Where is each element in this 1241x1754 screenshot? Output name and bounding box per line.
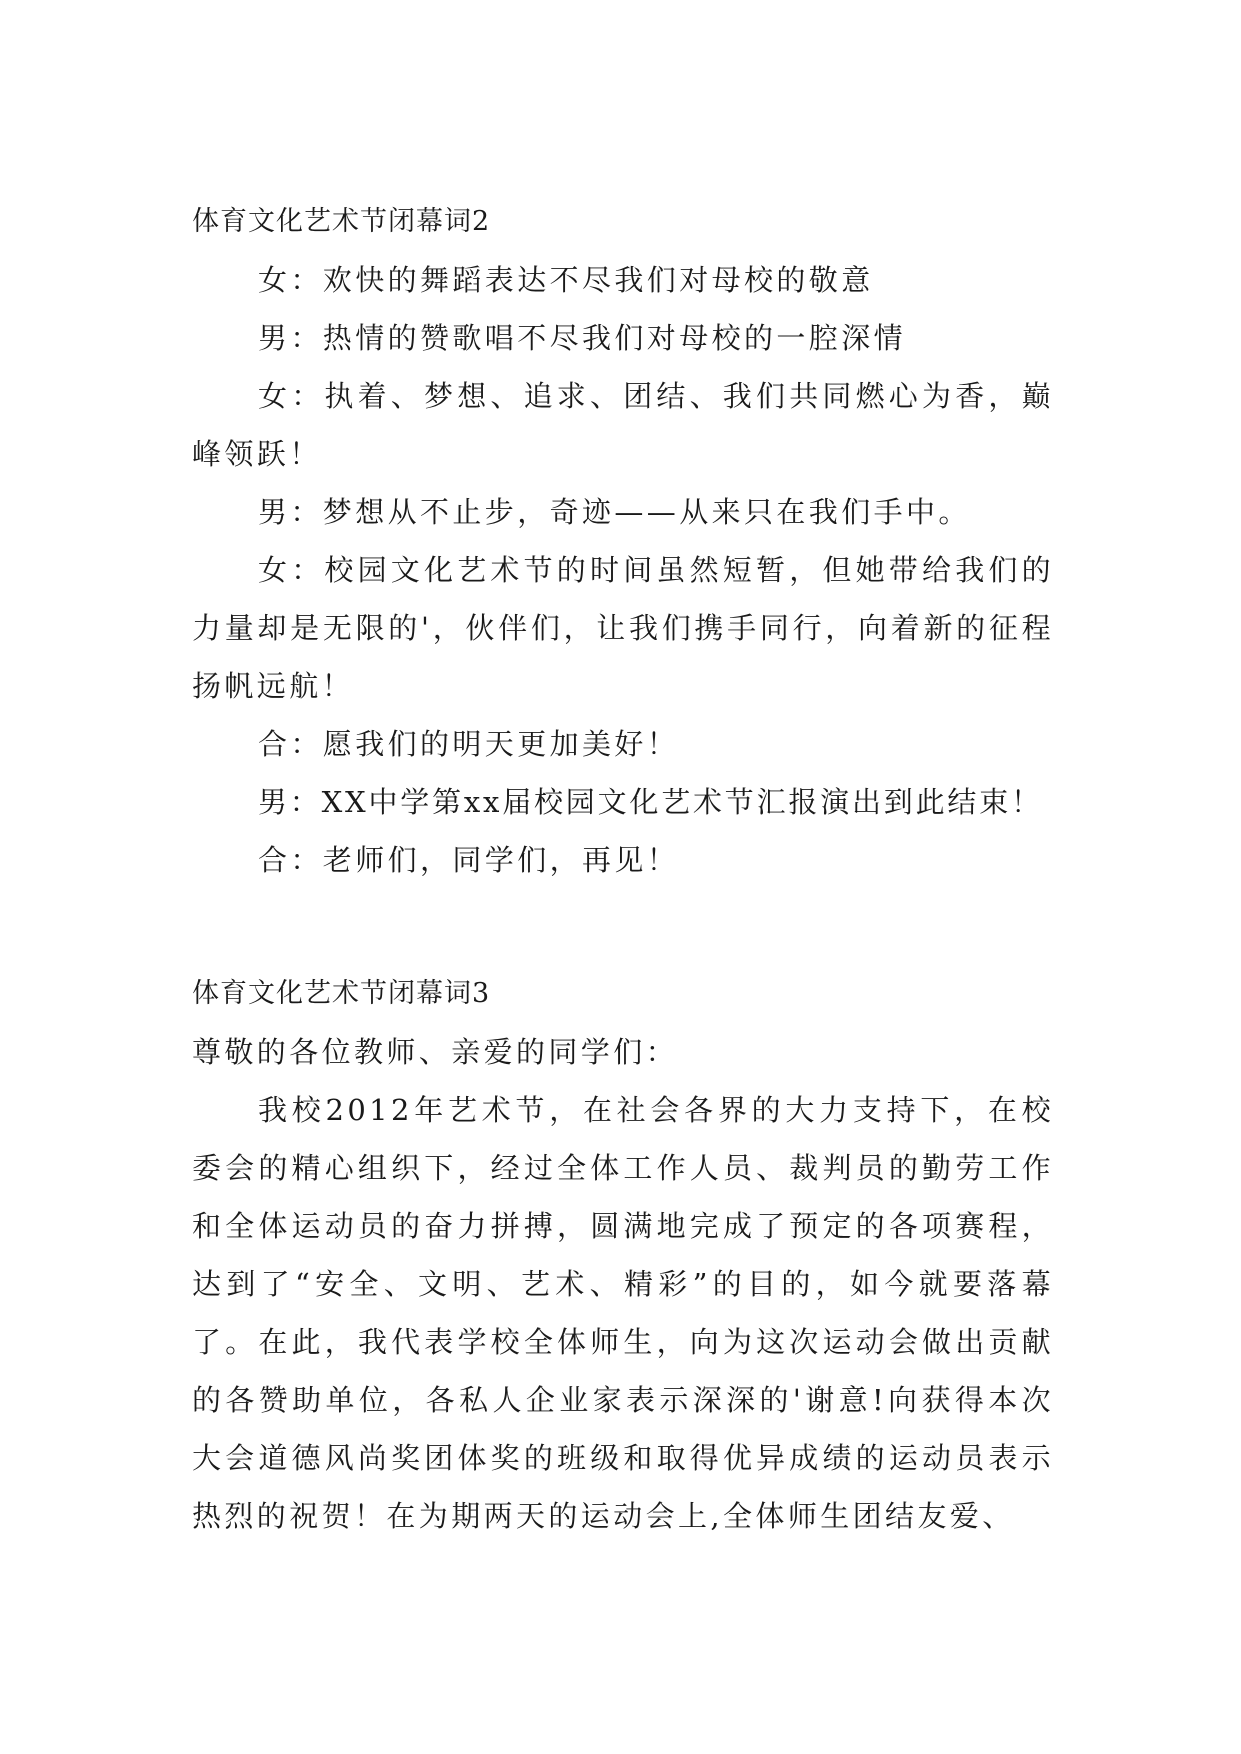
section-heading: 体育文化艺术节闭幕词3: [192, 978, 491, 1009]
dialogue-line: 女：执着、梦想、追求、团结、我们共同燃心为香，巅峰领跃！: [192, 379, 1054, 471]
dialogue-line: 男：梦想从不止步，奇迹——从来只在我们手中。: [258, 495, 971, 529]
salutation: 尊敬的各位教师、亲爱的同学们：: [192, 1035, 679, 1069]
dialogue-line: 女：校园文化艺术节的时间虽然短暂，但她带给我们的力量却是无限的'，伙伴们，让我们携手同行，向着新的征程扬帆远航！: [192, 553, 1054, 703]
section-heading: 体育文化艺术节闭幕词2: [192, 206, 491, 237]
dialogue-line: 合：愿我们的明天更加美好！: [258, 727, 680, 761]
closing-speech-3: [192, 964, 1054, 1545]
dialogue-line: 男：XX中学第xx届校园文化艺术节汇报演出到此结束！: [258, 785, 1043, 819]
dialogue-line: 合：老师们，同学们，再见！: [258, 843, 680, 877]
body-paragraph: 我校2012年艺术节，在社会各界的大力支持下，在校委会的精心组织下，经过全体工作人员、裁判员的勤劳工作和全体运动员的奋力拼搏，圆满地完成了预定的各项赛程，达到了“安全、文明、艺术、精彩”的目的，如今就要落幕了。在此，我代表学校全体师生，向为这次运动会做出贡献的各赞助单位，各私人企业家表示深深的'谢意!向获得本次大会道德风尚奖团体奖的班级和取得优异成绩的运动员表示热烈的祝贺！在为期两天的运动会上,全体师生团结友爱、: [192, 1093, 1054, 1533]
closing-speech-2: [192, 192, 1054, 889]
dialogue-line: 女：欢快的舞蹈表达不尽我们对母校的敬意: [258, 263, 874, 297]
dialogue-line: 男：热情的赞歌唱不尽我们对母校的一腔深情: [258, 321, 907, 355]
